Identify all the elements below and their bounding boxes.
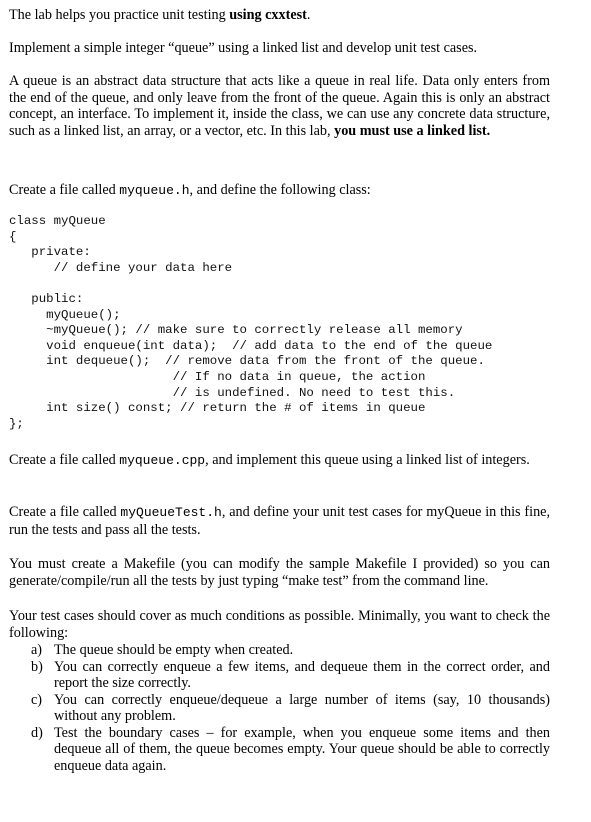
code-line: myQueue(); <box>9 307 121 322</box>
cpp-filename: myqueue.cpp <box>119 453 206 468</box>
checks-list <box>9 642 550 774</box>
code-line: int size() const; // return the # of items in queue <box>9 401 426 416</box>
list-item-text: Test the boundary cases – for example, when you enqueue some items and then dequeue all of them, the queue becomes empty. Your queue should be able to correctly enqueue data again. <box>54 724 550 774</box>
list-item-text: You can correctly enqueue/dequeue a large number of items (say, 10 thousands) without any problem. <box>54 691 550 724</box>
makefile-paragraph: You must create a Makefile (you can modify the sample Makefile I provided) so you can generate/compile/run all the tests by just typing “make test” from the command line. <box>9 556 550 589</box>
create-test-suffix: , and define your unit test cases for myQueue in this fine, run the tests and pass all the tests. <box>9 504 551 538</box>
code-block <box>9 214 557 432</box>
description-text: A queue is an abstract data structure that acts like a queue in real life. Data only enters from the end of the queue, and only leave from the front of the queue. Again this is only an abstract concept, an interface. To implement it, inside the class, we can use any concrete data structure, such as a linked list, an array, or a vector, etc. In this lab, <box>9 73 550 139</box>
list-marker: c) <box>31 691 43 708</box>
code-line: }; <box>9 416 24 431</box>
create-cpp-prefix: Create a file called <box>9 452 120 468</box>
create-header-paragraph <box>9 182 557 200</box>
code-line: // is undefined. No need to test this. <box>9 385 456 400</box>
list-item <box>9 642 550 659</box>
list-item <box>9 725 550 775</box>
code-line <box>9 276 557 292</box>
list-item <box>9 692 550 725</box>
create-cpp-paragraph <box>9 452 550 470</box>
create-test-paragraph <box>9 504 550 538</box>
intro-text: The lab helps you practice unit testing <box>9 7 230 23</box>
description-paragraph <box>9 73 550 139</box>
code-line: private: <box>9 245 91 260</box>
create-test-prefix: Create a file called <box>9 504 121 520</box>
list-marker: d) <box>31 724 43 741</box>
intro-suffix: . <box>306 7 311 23</box>
test-filename: myQueueTest.h <box>120 505 222 520</box>
code-line: public: <box>9 291 84 306</box>
code-line: { <box>9 229 17 244</box>
list-item-text: You can correctly enqueue a few items, and dequeue them in the correct order, and report the size correctly. <box>54 658 550 691</box>
test-intro-paragraph: Your test cases should cover as much conditions as possible. Minimally, you want to check the following: <box>9 608 550 641</box>
create-cpp-suffix: , and implement this queue using a linked list of integers. <box>205 452 530 468</box>
create-header-prefix: Create a file called <box>9 182 120 198</box>
code-line: class myQueue <box>9 214 106 228</box>
list-marker: b) <box>31 658 43 675</box>
list-marker: a) <box>31 642 43 658</box>
list-item <box>9 659 550 692</box>
code-line: // If no data in queue, the action <box>9 369 426 384</box>
code-line: int dequeue(); // remove data from the front of the queue. <box>9 354 485 369</box>
code-line: ~myQueue(); // make sure to correctly release all memory <box>9 323 463 338</box>
code-line: void enqueue(int data); // add data to the end of the queue <box>9 338 493 353</box>
intro-bold-tool: using cxxtest <box>229 7 307 23</box>
header-filename: myqueue.h <box>119 183 190 198</box>
list-item-text: The queue should be empty when created. <box>54 642 294 658</box>
description-bold: you must use a linked list. <box>334 122 491 139</box>
implement-paragraph: Implement a simple integer “queue” using a linked list and develop unit test cases. <box>9 40 478 56</box>
code-line: // define your data here <box>9 260 233 275</box>
create-header-suffix: , and define the following class: <box>189 182 371 198</box>
intro-paragraph <box>9 7 557 24</box>
